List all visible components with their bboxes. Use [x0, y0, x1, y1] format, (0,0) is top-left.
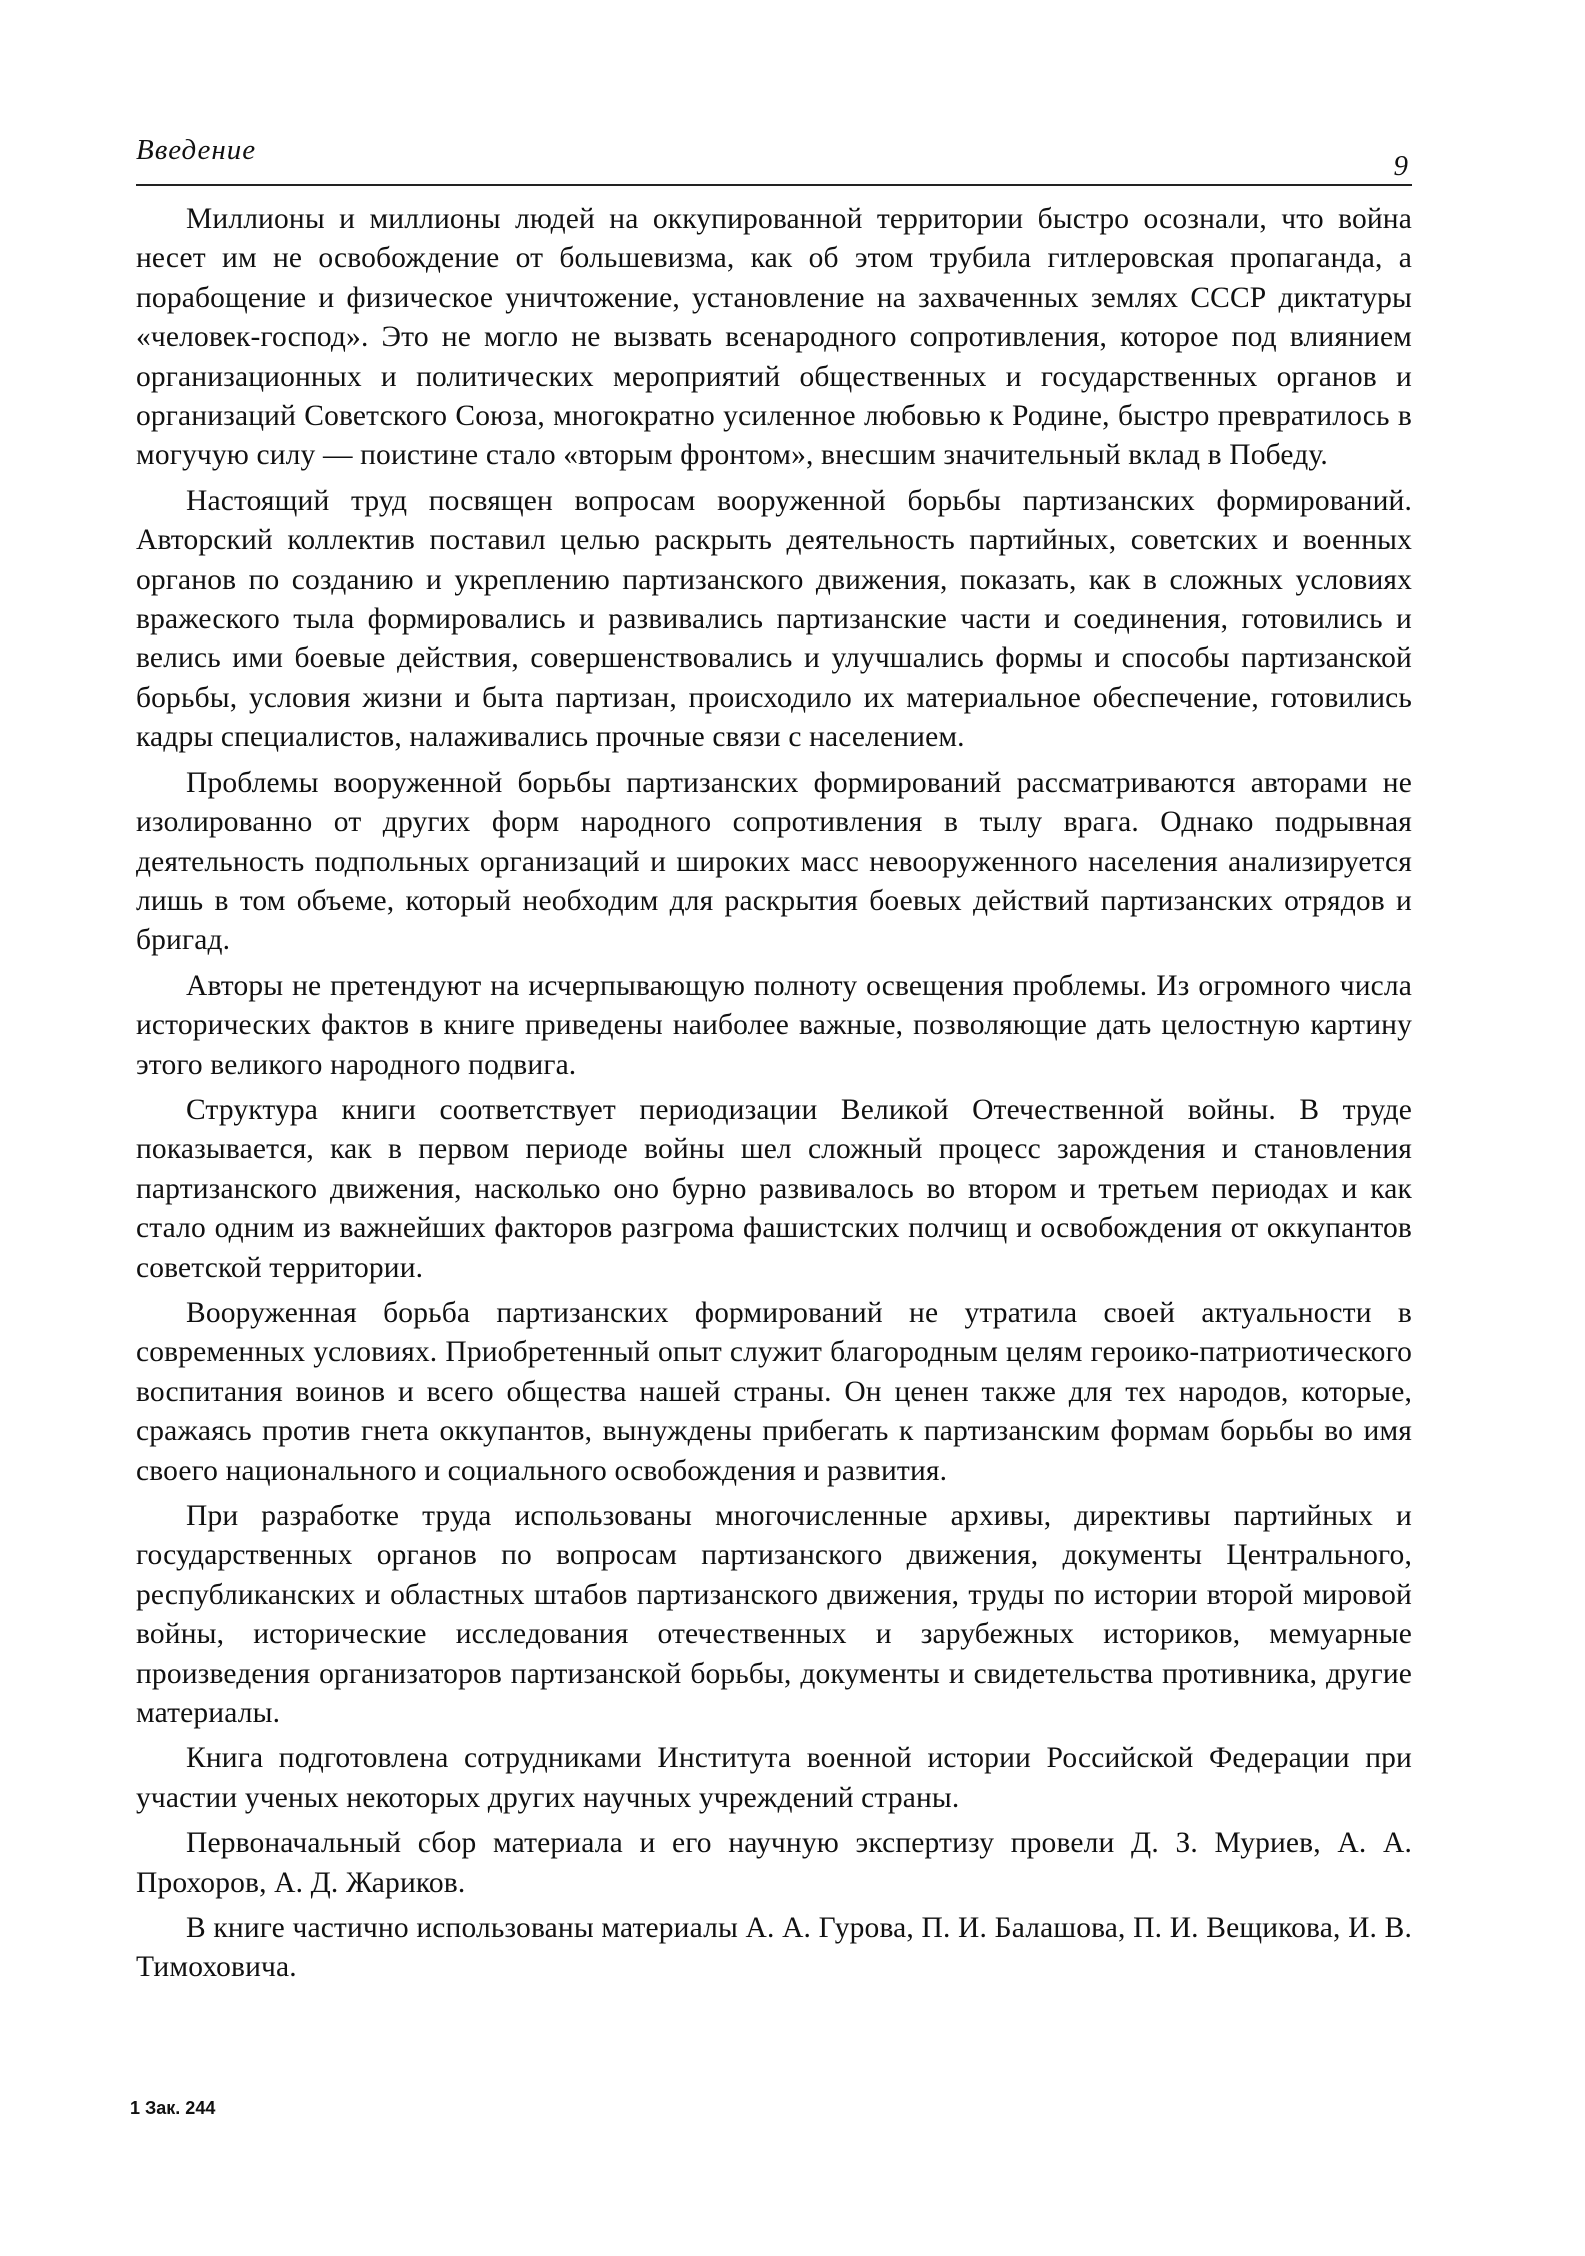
- paragraph-7: При разработке труда использованы многочисленные архивы, директивы партийных и государственных органов по вопросам партизанского движения, документы Центрального, республиканских и областных штабов партизанского движения, труды по истории второй мировой войны, исторические исследования отечественных и зарубежных историков, мемуарные произведения организаторов партизанской борьбы, документы и свидетельства противника, другие материалы.: [136, 1500, 1412, 1730]
- body-text: [136, 200, 1412, 1988]
- page-number: 9: [1393, 150, 1408, 182]
- paragraph-4: Авторы не претендуют на исчерпывающую полноту освещения проблемы. Из огромного числа исторических фактов в книге приведены наиболее важные, позволяющие дать целостную картину этого великого народного подвига.: [136, 969, 1412, 1081]
- section-title: Введение: [136, 134, 257, 166]
- running-header: [136, 128, 1412, 186]
- printer-signature-mark: 1 Зак. 244: [130, 2098, 216, 2118]
- document-page: [136, 128, 1412, 1994]
- paragraph-9: Первоначальный сбор материала и его научную экспертизу провели Д. З. Муриев, А. А. Прохоров, А. Д. Жариков.: [136, 1827, 1412, 1899]
- paragraph-3: Проблемы вооруженной борьбы партизанских формирований рассматриваются авторами не изолированно от других форм народного сопротивления в тылу врага. Однако подрывная деятельность подпольных организаций и широких масс невооруженного населения анализируется лишь в том объеме, который необходим для раскрытия боевых действий партизанских отрядов и бригад.: [136, 766, 1412, 957]
- paragraph-1: Миллионы и миллионы людей на оккупированной территории быстро осознали, что война несет им не освобождение от большевизма, как об этом трубила гитлеровская пропаганда, а порабощение и физическое уничтожение, установление на захваченных землях СССР диктатуры «человек-господ». Это не могло не вызвать всенародного сопротивления, которое под влиянием организационных и политических мероприятий общественных и государственных органов и организаций Советского Союза, многократно усиленное любовью к Родине, быстро превратилось в могучую силу — поистине стало «вторым фронтом», внесшим значительный вклад в Победу.: [136, 203, 1412, 472]
- paragraph-10: В книге частично использованы материалы А. А. Гурова, П. И. Балашова, П. И. Вещикова, И. В. Тимоховича.: [136, 1912, 1412, 1984]
- paragraph-2: Настоящий труд посвящен вопросам вооруженной борьбы партизанских формирований. Авторский коллектив поставил целью раскрыть деятельность партийных, советских и военных органов по созданию и укреплению партизанского движения, показать, как в сложных условиях вражеского тыла формировались и развивались партизанские части и соединения, готовились и велись ими боевые действия, совершенствовались и улучшались формы и способы партизанской борьбы, условия жизни и быта партизан, происходило их материальное обеспечение, готовились кадры специалистов, налаживались прочные связи с населением.: [136, 484, 1412, 754]
- paragraph-5: Структура книги соответствует периодизации Великой Отечественной войны. В труде показывается, как в первом периоде войны шел сложный процесс зарождения и становления партизанского движения, насколько оно бурно развивалось во втором и третьем периодах и как стало одним из важнейших факторов разгрома фашистских полчищ и освобождения от оккупантов советской территории.: [136, 1093, 1412, 1284]
- paragraph-8: Книга подготовлена сотрудниками Института военной истории Российской Федерации при участии ученых некоторых других научных учреждений страны.: [136, 1742, 1412, 1814]
- paragraph-6: Вооруженная борьба партизанских формирований не утратила своей актуальности в современных условиях. Приобретенный опыт служит благородным целям героико-патриотического воспитания воинов и всего общества нашей страны. Он ценен также для тех народов, которые, сражаясь против гнета оккупантов, вынуждены прибегать к партизанским формам борьбы во имя своего национального и социального освобождения и развития.: [136, 1296, 1412, 1487]
